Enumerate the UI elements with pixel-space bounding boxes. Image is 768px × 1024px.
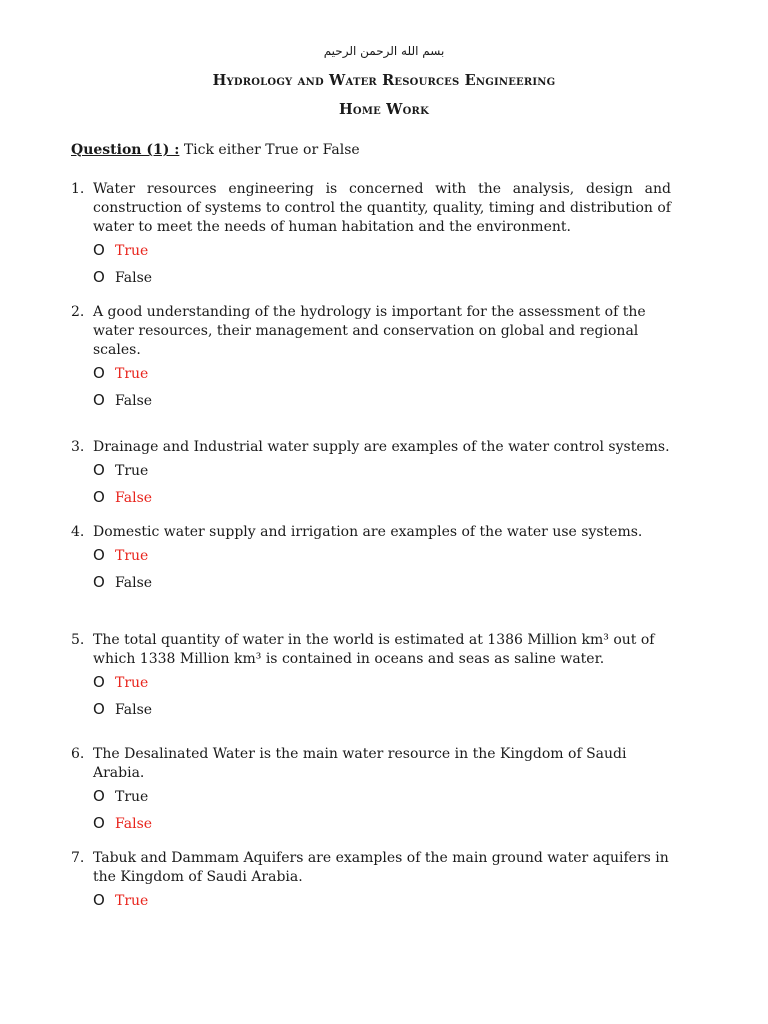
option-true[interactable] xyxy=(93,364,148,384)
radio-circle-icon[interactable]: O xyxy=(93,891,105,909)
item-number: 7. xyxy=(71,850,85,866)
option-label: False xyxy=(115,270,153,286)
option-label: False xyxy=(115,702,153,718)
document-subtitle: Home Work xyxy=(339,101,429,118)
option-label: True xyxy=(115,675,149,691)
option-true[interactable] xyxy=(93,546,148,566)
basmala: بسم الله الرحمن الرحيم xyxy=(323,44,445,58)
option-false[interactable] xyxy=(93,391,152,411)
item-number: 4. xyxy=(71,524,85,540)
radio-circle-icon[interactable]: O xyxy=(93,461,105,479)
radio-circle-icon[interactable]: O xyxy=(93,391,105,409)
option-false[interactable] xyxy=(93,814,152,834)
option-label: True xyxy=(115,243,149,259)
question-item xyxy=(71,849,671,887)
question-instruction: Tick either True or False xyxy=(179,142,360,158)
item-number: 2. xyxy=(71,304,85,320)
question-item xyxy=(71,303,671,361)
item-statement: A good understanding of the hydrology is important for the assessment of the water resources, their management and conservation on global and regional scales. xyxy=(93,304,646,359)
radio-circle-icon[interactable]: O xyxy=(93,573,105,591)
question-item xyxy=(71,180,671,238)
option-false[interactable] xyxy=(93,700,152,720)
item-statement: Domestic water supply and irrigation are examples of the water use systems. xyxy=(93,524,643,540)
option-false[interactable] xyxy=(93,488,152,508)
document-title: Hydrology and Water Resources Engineering xyxy=(212,72,556,89)
option-label: False xyxy=(115,490,153,506)
item-statement: Water resources engineering is concerned with the analysis, design and construction of systems to control the quantity, quality, timing and distribution of water to meet the needs of human habitation and the environment. xyxy=(93,181,671,236)
option-label: True xyxy=(115,366,149,382)
item-statement: Tabuk and Dammam Aquifers are examples of the main ground water aquifers in the Kingdom of Saudi Arabia. xyxy=(93,850,669,886)
radio-circle-icon[interactable]: O xyxy=(93,787,105,805)
item-number: 6. xyxy=(71,746,85,762)
question-item xyxy=(71,631,671,669)
option-true[interactable] xyxy=(93,241,148,261)
radio-circle-icon[interactable]: O xyxy=(93,488,105,506)
option-false[interactable] xyxy=(93,268,152,288)
item-statement: The Desalinated Water is the main water resource in the Kingdom of Saudi Arabia. xyxy=(93,746,627,782)
radio-circle-icon[interactable]: O xyxy=(93,546,105,564)
option-label: True xyxy=(115,548,149,564)
question-item xyxy=(71,523,671,542)
radio-circle-icon[interactable]: O xyxy=(93,814,105,832)
option-true[interactable] xyxy=(93,673,148,693)
item-number: 1. xyxy=(71,181,85,197)
option-label: False xyxy=(115,393,153,409)
question-label: Question (1) : xyxy=(71,142,180,158)
item-statement: Drainage and Industrial water supply are examples of the water control systems. xyxy=(93,439,670,455)
option-label: True xyxy=(115,463,149,479)
question-item xyxy=(71,745,671,783)
radio-circle-icon[interactable]: O xyxy=(93,241,105,259)
radio-circle-icon[interactable]: O xyxy=(93,364,105,382)
item-number: 5. xyxy=(71,632,85,648)
option-true[interactable] xyxy=(93,787,148,807)
option-true[interactable] xyxy=(93,891,148,911)
option-label: True xyxy=(115,789,149,805)
radio-circle-icon[interactable]: O xyxy=(93,673,105,691)
item-statement: The total quantity of water in the world is estimated at 1386 Million km³ out of which 1338 Million km³ is contained in oceans and seas as saline water. xyxy=(93,632,655,668)
option-false[interactable] xyxy=(93,573,152,593)
radio-circle-icon[interactable]: O xyxy=(93,700,105,718)
option-label: True xyxy=(115,893,149,909)
question-item xyxy=(71,438,671,457)
item-number: 3. xyxy=(71,439,85,455)
radio-circle-icon[interactable]: O xyxy=(93,268,105,286)
option-label: False xyxy=(115,575,153,591)
option-label: False xyxy=(115,816,153,832)
question-heading xyxy=(71,142,360,158)
option-true[interactable] xyxy=(93,461,148,481)
